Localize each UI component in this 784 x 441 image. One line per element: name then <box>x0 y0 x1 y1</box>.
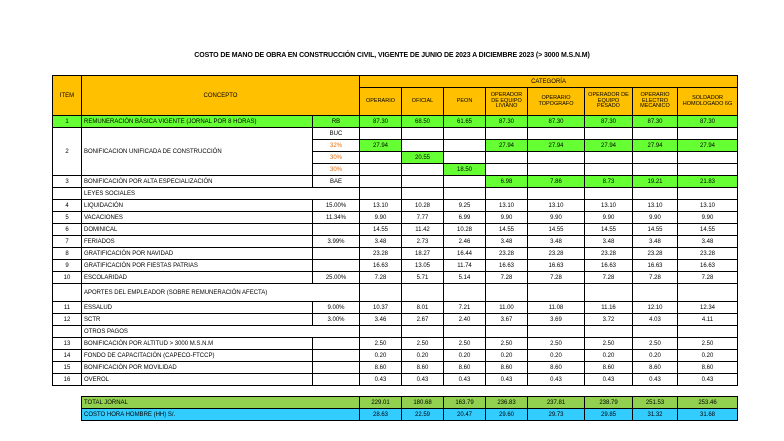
value-cell: 9.90 <box>678 212 738 224</box>
value-cell <box>486 284 528 302</box>
total-row <box>53 397 738 409</box>
percentage-cell <box>313 260 360 272</box>
value-cell <box>633 152 678 164</box>
item-number <box>53 397 82 409</box>
total-value: 251.53 <box>633 397 678 409</box>
value-cell: 0.43 <box>585 374 633 386</box>
value-cell <box>528 164 585 176</box>
value-cell <box>528 152 585 164</box>
value-cell: 8.60 <box>528 362 585 374</box>
value-cell: 9.90 <box>633 212 678 224</box>
value-cell: 27.94 <box>633 140 678 152</box>
value-cell <box>585 326 633 338</box>
value-cell: 0.43 <box>528 374 585 386</box>
value-cell: 18.50 <box>444 164 486 176</box>
value-cell: 8.73 <box>585 176 633 188</box>
table-row <box>53 224 738 236</box>
value-cell: 8.60 <box>360 362 402 374</box>
value-cell: 23.28 <box>633 248 678 260</box>
value-cell: 0.20 <box>444 350 486 362</box>
value-cell <box>678 152 738 164</box>
total-value: 237.81 <box>528 397 585 409</box>
value-cell: 27.94 <box>678 140 738 152</box>
value-cell: 0.20 <box>360 350 402 362</box>
value-cell: 2.50 <box>444 338 486 350</box>
value-cell: 27.94 <box>486 140 528 152</box>
item-number: 8 <box>53 248 82 260</box>
base-code: BUC <box>313 128 360 140</box>
value-cell: 13.10 <box>678 200 738 212</box>
value-cell <box>486 326 528 338</box>
value-cell: 8.60 <box>486 362 528 374</box>
value-cell <box>444 326 486 338</box>
value-cell: 6.98 <box>486 176 528 188</box>
value-cell: 23.28 <box>528 248 585 260</box>
value-cell: 16.63 <box>528 260 585 272</box>
value-cell: 0.20 <box>678 350 738 362</box>
value-cell <box>528 284 585 302</box>
value-cell: 14.55 <box>585 224 633 236</box>
table-row <box>53 116 738 128</box>
category-column-header: OFICIAL <box>402 88 444 116</box>
concept-label: DOMINICAL <box>82 224 313 236</box>
value-cell <box>444 152 486 164</box>
value-cell: 0.20 <box>486 350 528 362</box>
value-cell <box>486 164 528 176</box>
table-row <box>53 248 738 260</box>
value-cell <box>402 284 444 302</box>
value-cell: 7.28 <box>486 272 528 284</box>
percentage-cell: 30% <box>313 164 360 176</box>
concept-label: SCTR <box>82 314 313 326</box>
value-cell: 7.86 <box>528 176 585 188</box>
value-cell: 3.48 <box>528 236 585 248</box>
value-cell: 18.27 <box>402 248 444 260</box>
value-cell: 3.69 <box>528 314 585 326</box>
value-cell: 27.94 <box>585 140 633 152</box>
item-number: 15 <box>53 362 82 374</box>
value-cell: 14.55 <box>678 224 738 236</box>
value-cell: 0.43 <box>360 374 402 386</box>
value-cell: 16.63 <box>633 260 678 272</box>
item-number <box>53 284 82 302</box>
value-cell <box>402 188 444 200</box>
item-number: 3 <box>53 176 82 188</box>
concept-label: BONIFICACIÓN POR MOVILIDAD <box>82 362 313 374</box>
concept-label: LIQUIDACIÓN <box>82 200 313 212</box>
total-value: 253.46 <box>678 397 738 409</box>
percentage-cell: 25.00% <box>313 272 360 284</box>
value-cell: 7.28 <box>585 272 633 284</box>
value-cell: 9.90 <box>528 212 585 224</box>
value-cell: 7.21 <box>444 302 486 314</box>
percentage-cell: 3.99% <box>313 236 360 248</box>
value-cell: 12.10 <box>633 302 678 314</box>
value-cell <box>528 128 585 140</box>
value-cell <box>402 128 444 140</box>
value-cell: 3.48 <box>360 236 402 248</box>
value-cell: 13.10 <box>633 200 678 212</box>
value-cell <box>360 176 402 188</box>
category-column-header: OPERARIO ELECTRO MECANICO <box>633 88 678 116</box>
value-cell: 21.83 <box>678 176 738 188</box>
concept-label: GRATIFICACIÓN POR NAVIDAD <box>82 248 313 260</box>
value-cell: 7.28 <box>633 272 678 284</box>
value-cell: 5.71 <box>402 272 444 284</box>
value-cell: 2.50 <box>528 338 585 350</box>
percentage-cell <box>313 350 360 362</box>
item-number: 5 <box>53 212 82 224</box>
value-cell: 3.48 <box>486 236 528 248</box>
percentage-cell <box>313 224 360 236</box>
value-cell: 68.50 <box>402 116 444 128</box>
total-value: 229.01 <box>360 397 402 409</box>
category-column-header: OPERADOR DE EQUIPO LIVIANO <box>486 88 528 116</box>
item-number: 9 <box>53 260 82 272</box>
value-cell: 3.67 <box>486 314 528 326</box>
value-cell: 8.60 <box>402 362 444 374</box>
categoria-header: CATEGORÍA <box>360 76 738 88</box>
value-cell: 23.28 <box>678 248 738 260</box>
value-cell <box>444 140 486 152</box>
table-row <box>53 200 738 212</box>
hh-value: 28.63 <box>360 409 402 421</box>
value-cell <box>585 152 633 164</box>
value-cell: 9.25 <box>444 200 486 212</box>
percentage-cell: 9.00% <box>313 302 360 314</box>
value-cell: 19.21 <box>633 176 678 188</box>
percentage-cell: 11.34% <box>313 212 360 224</box>
concept-label: BONIFICACIÓN POR ALTA ESPECIALIZACIÓN <box>82 176 313 188</box>
concept-label: FONDO DE CAPACITACIÓN (CAPECO-FTCCP) <box>82 350 313 362</box>
percentage-cell: 32% <box>313 140 360 152</box>
value-cell: 9.90 <box>360 212 402 224</box>
percentage-cell <box>313 248 360 260</box>
percentage-cell: 30% <box>313 152 360 164</box>
value-cell <box>633 164 678 176</box>
value-cell <box>585 164 633 176</box>
item-header: ITEM <box>53 76 82 116</box>
value-cell: 10.37 <box>360 302 402 314</box>
item-number <box>53 188 82 200</box>
value-cell: 11.00 <box>486 302 528 314</box>
value-cell: 11.16 <box>585 302 633 314</box>
value-cell <box>678 326 738 338</box>
value-cell: 4.11 <box>678 314 738 326</box>
value-cell: 87.30 <box>585 116 633 128</box>
value-cell <box>633 128 678 140</box>
table-row <box>53 128 738 140</box>
percentage-cell: 15.00% <box>313 200 360 212</box>
table-row <box>53 260 738 272</box>
document-title: COSTO DE MANO DE OBRA EN CONSTRUCCIÓN CIVIL, VIGENTE DE JUNIO DE 2023 A DICIEMBRE 2023 (> 3000 M.S.N.M) <box>194 52 590 59</box>
table-row <box>53 176 738 188</box>
value-cell: 3.48 <box>678 236 738 248</box>
item-number: 13 <box>53 338 82 350</box>
value-cell: 87.30 <box>633 116 678 128</box>
value-cell: 0.43 <box>444 374 486 386</box>
value-cell: 0.20 <box>585 350 633 362</box>
hh-value: 29.85 <box>585 409 633 421</box>
base-code: RB <box>313 116 360 128</box>
table-row <box>53 374 738 386</box>
value-cell: 8.60 <box>633 362 678 374</box>
item-number <box>53 326 82 338</box>
section-row <box>53 326 738 338</box>
value-cell: 14.55 <box>486 224 528 236</box>
item-number: 11 <box>53 302 82 314</box>
value-cell: 3.48 <box>633 236 678 248</box>
percentage-cell <box>313 374 360 386</box>
spacer-cell <box>53 386 738 397</box>
item-number: 7 <box>53 236 82 248</box>
value-cell: 11.42 <box>402 224 444 236</box>
item-number: 4 <box>53 200 82 212</box>
value-cell: 87.30 <box>360 116 402 128</box>
value-cell <box>486 152 528 164</box>
value-cell: 23.28 <box>585 248 633 260</box>
value-cell: 7.28 <box>528 272 585 284</box>
value-cell <box>585 188 633 200</box>
value-cell <box>444 284 486 302</box>
value-cell: 0.43 <box>486 374 528 386</box>
base-code: BAE <box>313 176 360 188</box>
value-cell: 2.50 <box>633 338 678 350</box>
value-cell: 8.60 <box>678 362 738 374</box>
value-cell <box>678 164 738 176</box>
value-cell: 13.10 <box>528 200 585 212</box>
value-cell: 16.63 <box>486 260 528 272</box>
value-cell: 23.28 <box>360 248 402 260</box>
table-row <box>53 350 738 362</box>
item-number: 14 <box>53 350 82 362</box>
concept-label: REMUNERACIÓN BÁSICA VIGENTE (JORNAL POR 8 HORAS) <box>82 116 313 128</box>
value-cell: 87.30 <box>528 116 585 128</box>
value-cell: 9.90 <box>486 212 528 224</box>
section-label: APORTES DEL EMPLEADOR (SOBRE REMUNERACIÓN AFECTA) <box>82 284 360 302</box>
value-cell: 9.90 <box>585 212 633 224</box>
table-row <box>53 338 738 350</box>
value-cell: 87.30 <box>486 116 528 128</box>
value-cell: 2.50 <box>585 338 633 350</box>
value-cell: 8.60 <box>444 362 486 374</box>
value-cell <box>360 152 402 164</box>
table-row <box>53 272 738 284</box>
concept-label: BONIFICACIÓN POR ALTITUD > 3000 M.S.N.M <box>82 338 313 350</box>
value-cell: 8.60 <box>585 362 633 374</box>
item-number: 12 <box>53 314 82 326</box>
value-cell: 2.50 <box>486 338 528 350</box>
hh-value: 20.47 <box>444 409 486 421</box>
category-column-header: OPERADOR DE EQUIPO PESADO <box>585 88 633 116</box>
hh-value: 22.59 <box>402 409 444 421</box>
value-cell <box>444 128 486 140</box>
value-cell <box>633 188 678 200</box>
value-cell: 2.50 <box>360 338 402 350</box>
value-cell <box>678 284 738 302</box>
value-cell: 0.20 <box>528 350 585 362</box>
value-cell: 0.20 <box>633 350 678 362</box>
concept-label: BONIFICACION UNIFICADA DE CONSTRUCCIÓN <box>82 128 313 176</box>
value-cell: 7.28 <box>360 272 402 284</box>
value-cell <box>360 326 402 338</box>
value-cell: 13.10 <box>585 200 633 212</box>
value-cell: 11.74 <box>444 260 486 272</box>
value-cell: 10.28 <box>444 224 486 236</box>
section-label: LEYES SOCIALES <box>82 188 360 200</box>
value-cell <box>678 188 738 200</box>
category-column-header: OPERARIO TOPOGRAFO <box>528 88 585 116</box>
value-cell: 16.63 <box>585 260 633 272</box>
section-row <box>53 284 738 302</box>
value-cell: 61.65 <box>444 116 486 128</box>
category-column-header: PEON <box>444 88 486 116</box>
concept-label: ESCOLARIDAD <box>82 272 313 284</box>
hh-value: 31.32 <box>633 409 678 421</box>
value-cell: 13.10 <box>360 200 402 212</box>
value-cell <box>360 188 402 200</box>
value-cell <box>678 128 738 140</box>
hh-label: COSTO HORA HOMBRE (HH) S/. <box>82 409 360 421</box>
value-cell: 16.44 <box>444 248 486 260</box>
value-cell: 2.46 <box>444 236 486 248</box>
hh-value: 31.68 <box>678 409 738 421</box>
value-cell <box>585 284 633 302</box>
hh-value: 29.60 <box>486 409 528 421</box>
total-value: 238.79 <box>585 397 633 409</box>
total-value: 163.79 <box>444 397 486 409</box>
percentage-cell <box>313 362 360 374</box>
item-number: 10 <box>53 272 82 284</box>
total-value: 180.68 <box>402 397 444 409</box>
item-number: 6 <box>53 224 82 236</box>
hh-value: 29.73 <box>528 409 585 421</box>
value-cell: 0.43 <box>633 374 678 386</box>
value-cell <box>444 176 486 188</box>
concepto-header: CONCEPTO <box>82 76 360 116</box>
section-label: OTROS PAGOS <box>82 326 360 338</box>
value-cell: 2.67 <box>402 314 444 326</box>
value-cell: 27.94 <box>528 140 585 152</box>
value-cell: 11.08 <box>528 302 585 314</box>
spacer-row <box>53 386 738 397</box>
value-cell: 7.77 <box>402 212 444 224</box>
value-cell: 2.73 <box>402 236 444 248</box>
table-row <box>53 362 738 374</box>
item-number: 2 <box>53 128 82 176</box>
value-cell: 23.28 <box>486 248 528 260</box>
section-row <box>53 188 738 200</box>
value-cell <box>360 164 402 176</box>
value-cell: 0.43 <box>678 374 738 386</box>
value-cell <box>444 188 486 200</box>
value-cell: 87.30 <box>678 116 738 128</box>
value-cell: 2.50 <box>402 338 444 350</box>
value-cell <box>402 164 444 176</box>
concept-label: GRATIFICACIÓN POR FIESTAS PATRIAS <box>82 260 313 272</box>
value-cell <box>486 128 528 140</box>
value-cell <box>633 284 678 302</box>
value-cell <box>528 326 585 338</box>
value-cell <box>528 188 585 200</box>
value-cell: 16.63 <box>678 260 738 272</box>
value-cell: 2.40 <box>444 314 486 326</box>
value-cell: 0.43 <box>402 374 444 386</box>
labor-cost-table <box>52 75 738 421</box>
total-label: TOTAL JORNAL <box>82 397 360 409</box>
percentage-cell <box>313 338 360 350</box>
value-cell: 7.28 <box>678 272 738 284</box>
value-cell: 14.55 <box>528 224 585 236</box>
value-cell: 14.55 <box>633 224 678 236</box>
total-value: 236.83 <box>486 397 528 409</box>
value-cell: 2.50 <box>678 338 738 350</box>
item-number: 16 <box>53 374 82 386</box>
percentage-cell: 3.00% <box>313 314 360 326</box>
value-cell: 14.55 <box>360 224 402 236</box>
value-cell: 3.48 <box>585 236 633 248</box>
value-cell: 6.99 <box>444 212 486 224</box>
value-cell: 27.94 <box>360 140 402 152</box>
category-column-header: OPERARIO <box>360 88 402 116</box>
value-cell: 0.20 <box>402 350 444 362</box>
item-number: 1 <box>53 116 82 128</box>
value-cell <box>633 326 678 338</box>
concept-label: VACACIONES <box>82 212 313 224</box>
value-cell: 13.10 <box>486 200 528 212</box>
table-row <box>53 314 738 326</box>
value-cell <box>360 128 402 140</box>
hh-row <box>53 409 738 421</box>
value-cell <box>402 326 444 338</box>
value-cell <box>585 128 633 140</box>
value-cell: 20.55 <box>402 152 444 164</box>
value-cell <box>402 140 444 152</box>
concept-label: ESSALUD <box>82 302 313 314</box>
value-cell: 3.46 <box>360 314 402 326</box>
value-cell: 10.28 <box>402 200 444 212</box>
value-cell: 4.03 <box>633 314 678 326</box>
value-cell: 13.05 <box>402 260 444 272</box>
value-cell: 12.34 <box>678 302 738 314</box>
concept-label: FERIADOS <box>82 236 313 248</box>
value-cell: 3.72 <box>585 314 633 326</box>
value-cell: 8.01 <box>402 302 444 314</box>
value-cell: 16.63 <box>360 260 402 272</box>
value-cell <box>486 188 528 200</box>
value-cell <box>360 284 402 302</box>
category-column-header: SOLDADOR HOMOLOGADO 6G <box>678 88 738 116</box>
table-row <box>53 212 738 224</box>
value-cell: 5.14 <box>444 272 486 284</box>
table-row <box>53 236 738 248</box>
value-cell <box>402 176 444 188</box>
item-number <box>53 409 82 421</box>
concept-label: OVEROL <box>82 374 313 386</box>
table-row <box>53 302 738 314</box>
